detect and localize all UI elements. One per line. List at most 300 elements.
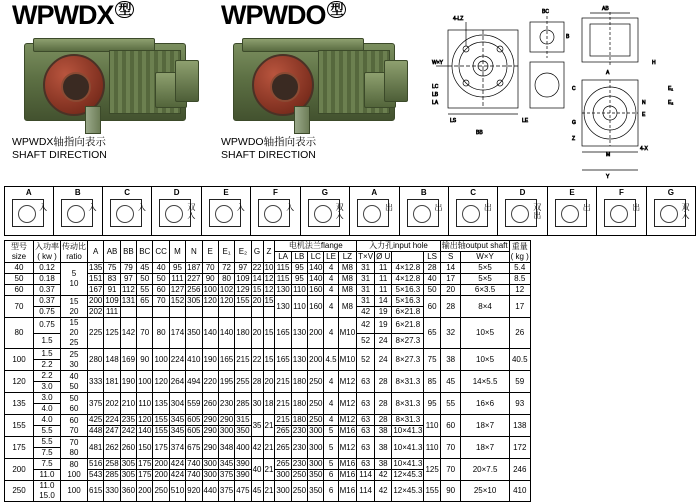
cell-U: 24 [375,333,392,349]
cell-LA: 115 [276,274,290,283]
cell-BB: 360 [120,481,136,502]
cell-N: 740 [187,459,201,468]
header-LC: LC [308,252,324,263]
cell-E: 290 [203,415,217,424]
cell-TV: 63 [357,415,375,426]
header-CC: CC [153,241,169,263]
header-flange-group: 电机法兰flange [275,241,357,252]
cell-LA: 215 [275,371,291,393]
cell-power: 0.12 [34,263,61,274]
cell-LS: 95 [424,393,440,415]
cell-input-key: 8×31.3 [392,393,424,415]
product-title [215,0,420,31]
shaft-direction-strip [4,186,696,236]
cell-CC: 80 [153,318,169,349]
cell-CC: 250 [153,481,169,502]
cell-LE: 4 [324,263,338,274]
cell-BB: 97 [120,274,136,285]
cell-LA: 265 [276,426,290,435]
cell-N: 920 [186,481,202,502]
cell-WY: 20×7.5 [461,459,509,481]
cell-input-key: 8×31.3 [392,371,424,393]
cell-U: 28 [375,371,392,393]
cell-LE: 6 [324,470,338,481]
cell-power: 0.37 [34,296,61,307]
cell-LS: 65 [424,318,440,349]
cell-LA: 300 [275,481,291,502]
cell-BB: 235 [121,415,136,424]
cell-TV: 31 [357,296,375,307]
cell-M: 95 [169,263,185,274]
cell-G: 20 [251,318,263,349]
cell-power: 11.0 15.0 [34,481,61,502]
cell-LC: 300 [308,437,324,459]
cell-U: 19 [375,318,392,334]
direction-cell [4,186,54,236]
header-LS: LS [424,252,440,263]
cell-G: 15 [252,285,262,294]
cell-M: 152 [170,296,185,305]
cell-N: 227 [187,274,201,283]
cell-S: 90 [440,481,461,502]
output-shaft [85,106,101,134]
cell-Z: 12 [264,285,274,294]
svg-text:LE: LE [522,118,529,124]
svg-text:E₂: E₂ [668,100,674,106]
cell-E1: 375 [219,470,234,479]
product-title-text: WPWDO [221,0,326,30]
cell-weight: 172 [509,437,530,459]
cell-E1: 120 [219,296,234,305]
cell-WY: 16×6 [461,393,509,415]
cell-M: 424 [170,459,185,468]
cell-LB: 180 [291,371,307,393]
cell-LZ: M10 [338,318,357,349]
cell-LB: 130 [291,318,307,349]
cell-M: 264 [169,371,185,393]
cell-LS: 60 [424,296,440,318]
cell-power: 5.5 [34,426,61,437]
table-header-row [5,241,531,252]
cell-power: 0.37 [34,285,61,296]
cell-E1: 165 [218,349,234,371]
cell-N: 559 [186,393,202,415]
cell-E1: 140 [218,318,234,349]
direction-label: E [223,188,229,197]
cell-power: 0.75 [34,307,61,318]
cell-M [169,307,185,318]
cell-Z: 21 [263,437,275,459]
cell-TV: 63 [357,393,375,415]
cell-E1: 290 [219,415,234,424]
cell-BB: 142 [120,318,136,349]
caption-cn: WPWDX轴指向表示 [12,136,106,148]
cell-BB: 169 [120,349,136,371]
cell-ratio: 50 60 [61,393,88,415]
cell-A: 333 [88,371,104,393]
cell-E1: 300 [219,426,234,435]
cell-LC: 250 [309,415,323,424]
cell-LB: 95 [291,263,307,274]
cell-BC: 110 [137,393,153,415]
cell-LA: 130 [276,285,290,294]
cell-LE: 4 [324,296,338,318]
cell-E: 290 [202,437,218,459]
cell-size: 60 [5,285,34,296]
cell-E2: 215 [235,349,251,371]
cell-weight: 93 [509,393,530,415]
cell-ratio: 5 10 [61,263,88,296]
header-WY: W×Y [461,252,509,263]
caption-cn: WPWDO轴指向表示 [221,136,317,148]
cell-BB: 79 [120,263,136,274]
cell-LC: 250 [308,371,324,393]
cell-CC: 155 [154,415,168,424]
direction-label: C [470,188,477,197]
cell-LA: 165 [275,318,291,349]
cell-BC: 140 [138,426,152,435]
header-input-group: 入力孔input hole [357,241,441,252]
cell-BC: 70 [137,318,153,349]
cell-LS: 40 [424,274,440,285]
cell-N: 605 [187,426,201,435]
cell-N: 305 [187,296,201,305]
svg-text:Y: Y [606,174,610,180]
cell-LS: 85 [424,371,440,393]
cell-WY: 18×7 [461,437,509,459]
cell-E2: 400 [235,437,251,459]
cell-N: 740 [187,470,201,479]
direction-note: 出 [582,203,592,211]
cell-LZ: M16 [339,459,356,468]
cell-WY: 5×5 [461,274,509,285]
direction-cell [152,186,201,236]
cell-input-key: 6×21.8 [392,318,424,334]
cell-ratio: 100 [61,481,88,502]
cell-LC: 350 [308,481,324,502]
table-row [5,437,531,448]
cell-E1: 102 [219,285,234,294]
direction-label: D [173,188,180,197]
svg-text:4-X: 4-X [640,146,648,152]
cell-input-key: 8×31.3 [392,415,424,426]
cell-S: 38 [440,349,461,371]
cell-LE: 4 [324,393,338,415]
cell-size: 155 [5,415,34,437]
cell-A: 425 [89,415,103,424]
cell-U: 28 [375,393,392,415]
direction-note: 入 [38,203,48,211]
direction-cell [103,186,152,236]
cell-E: 120 [203,296,217,305]
cell-N: 494 [186,371,202,393]
cell-WY: 8×4 [461,296,509,318]
cell-S: 32 [440,318,461,349]
cell-LS: 110 [424,437,440,459]
cell-LB: 250 [292,470,307,479]
cell-E [202,307,218,318]
cell-AB: 285 [105,470,119,479]
cell-A: 516 [89,459,103,468]
cell-S: 55 [440,393,461,415]
cell-A: 375 [88,393,104,415]
svg-text:Z: Z [572,136,576,142]
cell-A: 448 [89,426,103,435]
cell-E: 220 [202,371,218,393]
cell-G: 22 [251,349,263,371]
cell-ratio: 60 70 [61,415,88,437]
cell-weight: 138 [509,415,530,437]
cell-CC: 200 [154,470,168,479]
cell-TV: 114 [357,481,375,502]
cell-Z: 20 [263,371,275,393]
cell-AB: 262 [104,437,120,459]
motor-block [155,72,187,108]
cell-Z: 21 [263,459,275,481]
direction-label: E [569,188,575,197]
cell-BC: 90 [137,349,153,371]
svg-text:AB: AB [602,6,609,12]
direction-note: 双入 [335,203,345,219]
cell-size: 250 [5,481,34,502]
cell-M: 510 [169,481,185,502]
header-input-key [392,252,424,263]
cell-power: 5.5 [34,437,61,448]
direction-note: 出 [483,203,493,211]
caption-en: SHAFT DIRECTION [12,149,107,161]
cell-U: 38 [375,437,392,459]
cell-AB: 330 [104,481,120,502]
header-output-group: 输出轴output shaft [441,241,508,250]
cell-A: 200 [89,296,103,305]
cell-AB: 75 [104,263,120,274]
cell-BB: 242 [121,426,136,435]
table-row [5,318,531,334]
header-LZ: LZ [338,252,357,263]
cell-LA: 130 [275,296,291,318]
cell-AB: 91 [104,285,120,296]
cell-Z: 15 [263,349,275,371]
cell-power: 11.0 [34,470,61,481]
cell-BC: 120 [138,415,152,424]
cell-power: 0.75 [34,318,61,334]
header-S: S [440,252,461,263]
cell-ratio: 70 80 [61,437,88,459]
cell-G [251,307,263,318]
cell-input-key: 12×45.3 [392,481,424,502]
direction-note: 入 [285,203,295,211]
cell-S: 70 [440,437,461,459]
svg-text:4-LZ: 4-LZ [453,16,464,22]
svg-text:W×Y: W×Y [432,60,443,66]
cell-E1: 72 [218,263,234,274]
cell-G: 40 [251,459,263,481]
svg-text:C: C [572,86,576,92]
specification-table [4,240,531,502]
cell-S: 60 [440,415,461,437]
cell-G: 42 [251,437,263,459]
cell-LE: 4 [324,415,338,426]
cell-TV: 63 [357,426,375,437]
cell-LC: 300 [309,426,323,435]
cell-input-key: 4×12.8 [392,274,424,285]
cell-TV: 31 [357,263,375,274]
direction-note: 双入 [186,203,196,219]
cell-LA: 165 [275,349,291,371]
cell-Z: 10 [264,263,274,272]
technical-drawings [430,4,696,182]
svg-text:G: G [572,120,576,126]
cell-ratio: 25 30 [61,349,88,371]
cell-U: 42 [375,481,392,502]
cell-input-key: 12×45.3 [393,470,423,479]
cell-LA: 300 [276,470,290,479]
cell-U: 42 [375,470,392,481]
cell-input-key: 8×27.3 [392,349,424,371]
cell-TV: 63 [357,459,375,470]
cell-LC: 140 [309,274,323,283]
cell-LA: 215 [275,393,291,415]
cell-G: 20 [252,296,262,305]
cell-BB: 131 [121,296,136,305]
cell-CC: 120 [153,371,169,393]
cell-CC: 175 [153,437,169,459]
direction-label: G [321,188,328,197]
cell-Z: 18 [263,393,275,415]
cell-E2: 475 [235,481,251,502]
direction-cell [202,186,251,236]
cell-size: 80 [5,318,34,349]
cell-size: 50 [5,274,34,285]
direction-note: 出 [631,203,641,211]
cell-E2: 255 [235,371,251,393]
cell-S: 14 [440,263,461,274]
cell-TV: 63 [357,371,375,393]
cell-LS: 110 [424,415,440,437]
cell-Z: 21 [263,415,275,437]
cell-BC: 55 [137,285,153,296]
cell-E2: 315 [236,415,250,424]
cell-weight: 410 [509,481,530,502]
cell-A: 167 [89,285,103,294]
cell-S: 17 [440,274,461,285]
cell-BB: 260 [120,437,136,459]
motor-block [364,72,396,108]
cell-S: 45 [440,371,461,393]
header-M: M [169,241,185,263]
cell-LB: 110 [291,296,307,318]
cell-input-key: 4×12.8 [392,263,424,274]
svg-text:E: E [642,112,646,118]
cell-BB: 305 [121,470,136,479]
svg-text:A: A [606,70,610,76]
cell-E: 290 [203,426,217,435]
cell-CC: 60 [153,285,169,296]
cell-N: 410 [186,349,202,371]
cell-N: 350 [186,318,202,349]
header-BB: BB [120,241,136,263]
cell-LE: 4 [324,285,338,296]
cell-LZ: M16 [339,470,356,479]
cell-E2: 180 [235,318,251,349]
cell-TV: 42 [357,307,375,318]
svg-text:M: M [606,152,611,158]
cell-power: 4.0 [34,415,61,426]
cell-weight: 17 [509,296,530,318]
cell-AB: 181 [104,371,120,393]
cell-E2: 350 [236,426,250,435]
cell-AB: 109 [105,296,119,305]
cell-S: 28 [440,296,461,318]
cell-LC: 250 [308,393,324,415]
cell-E2 [235,307,251,318]
cell-A: 135 [89,263,103,272]
cell-power: 3.0 [34,382,61,393]
cell-N: 256 [187,285,201,294]
cell-LS: 50 [424,285,440,296]
cell-CC [153,307,169,318]
cell-U: 24 [375,349,392,371]
cell-BC: 175 [138,470,152,479]
product-title-text: WPWDX [12,0,114,30]
cell-weight: 8.5 [509,274,530,285]
dimension-drawings-svg [430,4,696,182]
cell-E1: 348 [218,437,234,459]
direction-note: 入 [137,203,147,211]
cell-LE: 6 [324,481,338,502]
cell-E: 260 [202,393,218,415]
cell-size: 120 [5,371,34,393]
cell-M: 374 [169,437,185,459]
cell-Z: 21 [263,481,275,502]
header-TV: T×V [358,252,374,261]
cell-BB: 305 [121,459,136,468]
cell-E2: 155 [236,296,250,305]
cell-input-key: 5×16.3 [392,285,424,296]
product-caption [215,136,420,162]
cell-CC: 50 [153,274,169,285]
cell-power: 7.5 [34,459,61,470]
cell-input-key: 10×41.3 [393,426,423,435]
cell-input-key: 6×21.8 [392,307,424,318]
cell-E1 [218,307,234,318]
header-A: A [88,241,104,263]
cell-ratio: 15 20 [61,296,88,318]
cell-U: 11 [375,263,392,274]
cell-AB: 224 [105,415,119,424]
table-row [5,263,531,274]
cell-LZ: M12 [338,393,357,415]
direction-cell [449,186,498,236]
cell-LB: 230 [291,437,307,459]
product-badge: 型 [115,1,133,18]
cell-M: 127 [170,285,185,294]
cell-E: 300 [203,470,217,479]
cell-E1: 345 [219,459,234,468]
cell-E2: 390 [236,470,250,479]
cell-A: 225 [88,318,104,349]
cell-M: 224 [169,349,185,371]
cell-WY: 6×3.5 [461,285,509,296]
cell-BB: 190 [120,371,136,393]
cell-weight: 12 [509,285,530,296]
cell-BB: 112 [122,285,135,294]
cell-LC: 140 [309,263,323,272]
direction-note: 双入 [681,203,691,219]
cell-LE: 4 [324,371,338,393]
cell-power: 2.2 [34,360,61,371]
cell-Z: 15 [264,296,274,305]
